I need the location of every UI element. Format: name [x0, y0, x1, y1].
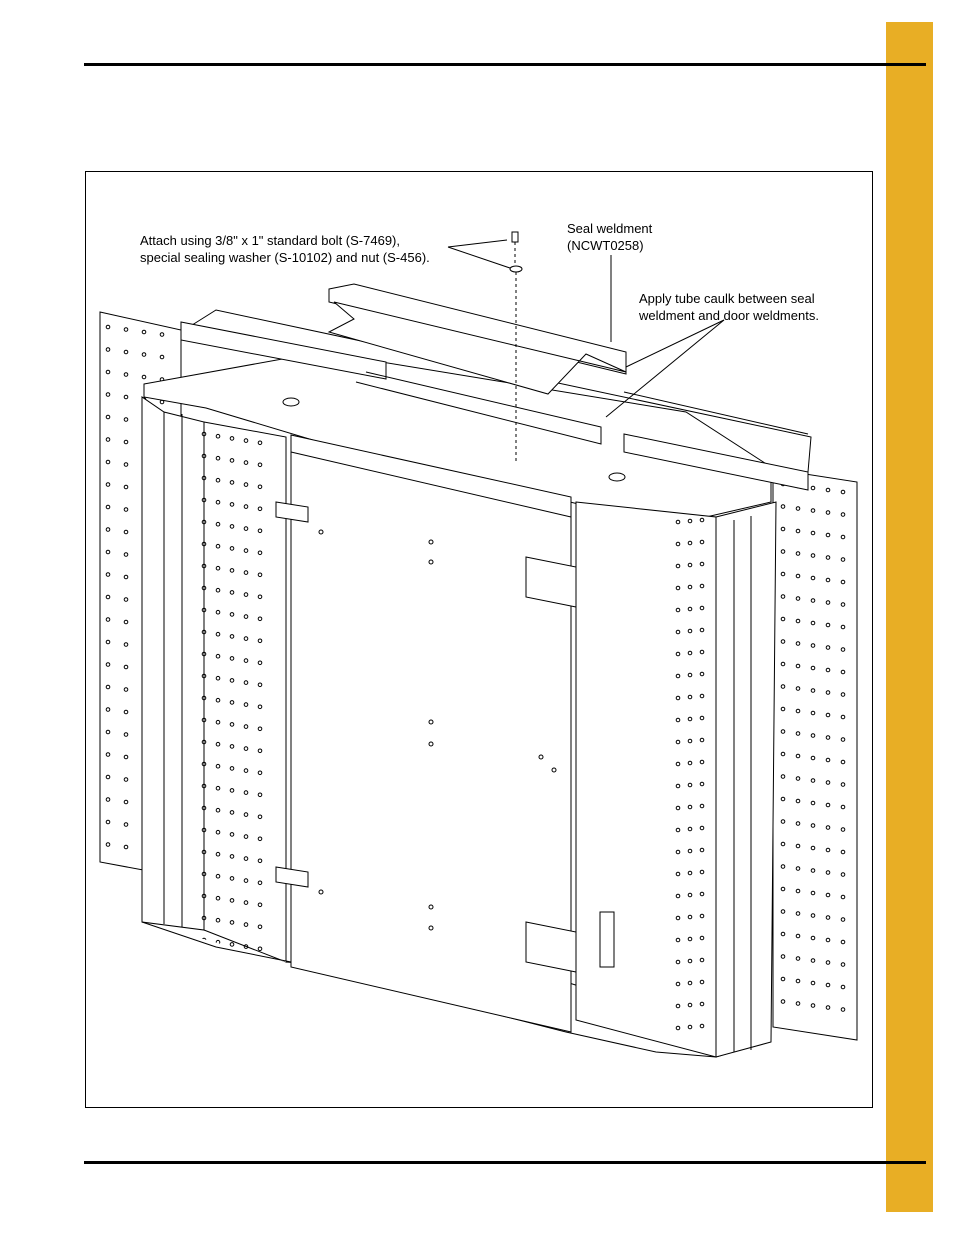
- perforation-hole: [230, 855, 234, 859]
- perforation-hole: [244, 835, 248, 839]
- perforation-hole: [216, 698, 220, 702]
- perforation-hole: [230, 569, 234, 573]
- leader-bolt-2: [448, 247, 510, 268]
- chapter-tab: [886, 22, 933, 1212]
- callout-seal-weldment: [567, 220, 652, 254]
- perforation-hole: [258, 507, 262, 511]
- perforation-hole: [244, 791, 248, 795]
- perforation-hole: [244, 703, 248, 707]
- perforation-hole: [258, 903, 262, 907]
- perforation-hole: [216, 720, 220, 724]
- perforation-hole: [216, 896, 220, 900]
- perforation-hole: [216, 764, 220, 768]
- perforation-hole: [216, 852, 220, 856]
- perforation-hole: [230, 789, 234, 793]
- perforation-hole: [258, 881, 262, 885]
- perforation-hole: [258, 683, 262, 687]
- perforation-hole: [216, 610, 220, 614]
- perforation-hole: [258, 485, 262, 489]
- callout-tube-caulk: [639, 290, 819, 324]
- perforation-hole: [258, 749, 262, 753]
- perforation-hole: [230, 899, 234, 903]
- perforation-hole: [244, 857, 248, 861]
- perforation-hole: [244, 659, 248, 663]
- perforation-hole: [244, 637, 248, 641]
- perforation-hole: [216, 588, 220, 592]
- left-frame: [142, 397, 204, 930]
- perforation-hole: [244, 681, 248, 685]
- perforation-hole: [258, 639, 262, 643]
- perforation-hole: [230, 525, 234, 529]
- callout-bolt: [140, 232, 430, 266]
- perforation-hole: [216, 456, 220, 460]
- perforation-hole: [216, 478, 220, 482]
- header-rule: [84, 63, 926, 66]
- perforation-hole: [258, 617, 262, 621]
- perforation-hole: [230, 745, 234, 749]
- perforation-hole: [216, 676, 220, 680]
- perforation-hole: [230, 679, 234, 683]
- perforation-hole: [230, 613, 234, 617]
- right-frame: [716, 502, 776, 1057]
- perforation-hole: [244, 439, 248, 443]
- perforation-hole: [258, 771, 262, 775]
- perforation-hole: [244, 461, 248, 465]
- perforation-hole: [216, 544, 220, 548]
- perforation-hole: [244, 725, 248, 729]
- perforation-hole: [244, 527, 248, 531]
- perforation-hole: [230, 833, 234, 837]
- perforation-hole: [258, 529, 262, 533]
- perforation-hole: [216, 874, 220, 878]
- footer-rule: [84, 1161, 926, 1164]
- callout-caulk-line1: Apply tube caulk between seal: [639, 291, 815, 306]
- perforation-hole: [258, 925, 262, 929]
- perforation-hole: [244, 549, 248, 553]
- perforation-hole: [216, 654, 220, 658]
- perforation-hole: [244, 901, 248, 905]
- perforation-hole: [230, 459, 234, 463]
- perforation-hole: [258, 837, 262, 841]
- perforation-hole: [230, 657, 234, 661]
- perforation-hole: [258, 815, 262, 819]
- perforation-hole: [216, 786, 220, 790]
- perforation-hole: [216, 566, 220, 570]
- perforation-hole: [244, 593, 248, 597]
- perforation-hole: [258, 551, 262, 555]
- leader-bolt-1: [448, 240, 507, 247]
- perforation-hole: [258, 441, 262, 445]
- washer-icon: [510, 266, 522, 272]
- perforation-hole: [244, 879, 248, 883]
- perforation-hole: [258, 859, 262, 863]
- perforation-hole: [244, 769, 248, 773]
- perforation-hole: [216, 522, 220, 526]
- perforation-hole: [216, 632, 220, 636]
- perforation-hole: [230, 547, 234, 551]
- perforation-hole: [230, 877, 234, 881]
- perforation-hole: [244, 813, 248, 817]
- perforation-hole: [258, 793, 262, 797]
- perforation-hole: [230, 921, 234, 925]
- bolt-icon: [512, 232, 518, 267]
- callout-bolt-line2: special sealing washer (S-10102) and nut (S-456).: [140, 250, 430, 265]
- perforation-hole: [258, 727, 262, 731]
- perforation-hole: [230, 591, 234, 595]
- perforation-hole: [230, 701, 234, 705]
- perforation-hole: [244, 747, 248, 751]
- perforation-hole: [216, 830, 220, 834]
- perforation-hole: [230, 723, 234, 727]
- assembly-figure: [85, 171, 873, 1108]
- perforation-hole: [216, 500, 220, 504]
- perforation-hole: [258, 463, 262, 467]
- perforation-hole: [258, 573, 262, 577]
- perforation-hole: [230, 943, 234, 947]
- perforation-hole: [230, 503, 234, 507]
- left-frame-holes: [202, 432, 262, 950]
- perforation-hole: [216, 918, 220, 922]
- perforation-hole: [258, 595, 262, 599]
- perforation-hole: [216, 808, 220, 812]
- perforation-hole: [216, 434, 220, 438]
- perforation-hole: [244, 615, 248, 619]
- callout-caulk-line2: weldment and door weldments.: [639, 308, 819, 323]
- perforation-hole: [230, 437, 234, 441]
- perforation-hole: [230, 811, 234, 815]
- perforation-hole: [258, 661, 262, 665]
- perforation-hole: [230, 481, 234, 485]
- callout-bolt-line1: Attach using 3/8" x 1" standard bolt (S-7469),: [140, 233, 400, 248]
- callout-seal-line2: (NCWT0258): [567, 238, 644, 253]
- perforation-hole: [258, 705, 262, 709]
- perforation-hole: [244, 923, 248, 927]
- perforation-hole: [216, 742, 220, 746]
- perforation-hole: [244, 505, 248, 509]
- perforation-hole: [244, 571, 248, 575]
- perforation-hole: [258, 947, 262, 951]
- callout-seal-line1: Seal weldment: [567, 221, 653, 236]
- perforation-hole: [230, 635, 234, 639]
- perforation-hole: [244, 483, 248, 487]
- perforation-hole: [230, 767, 234, 771]
